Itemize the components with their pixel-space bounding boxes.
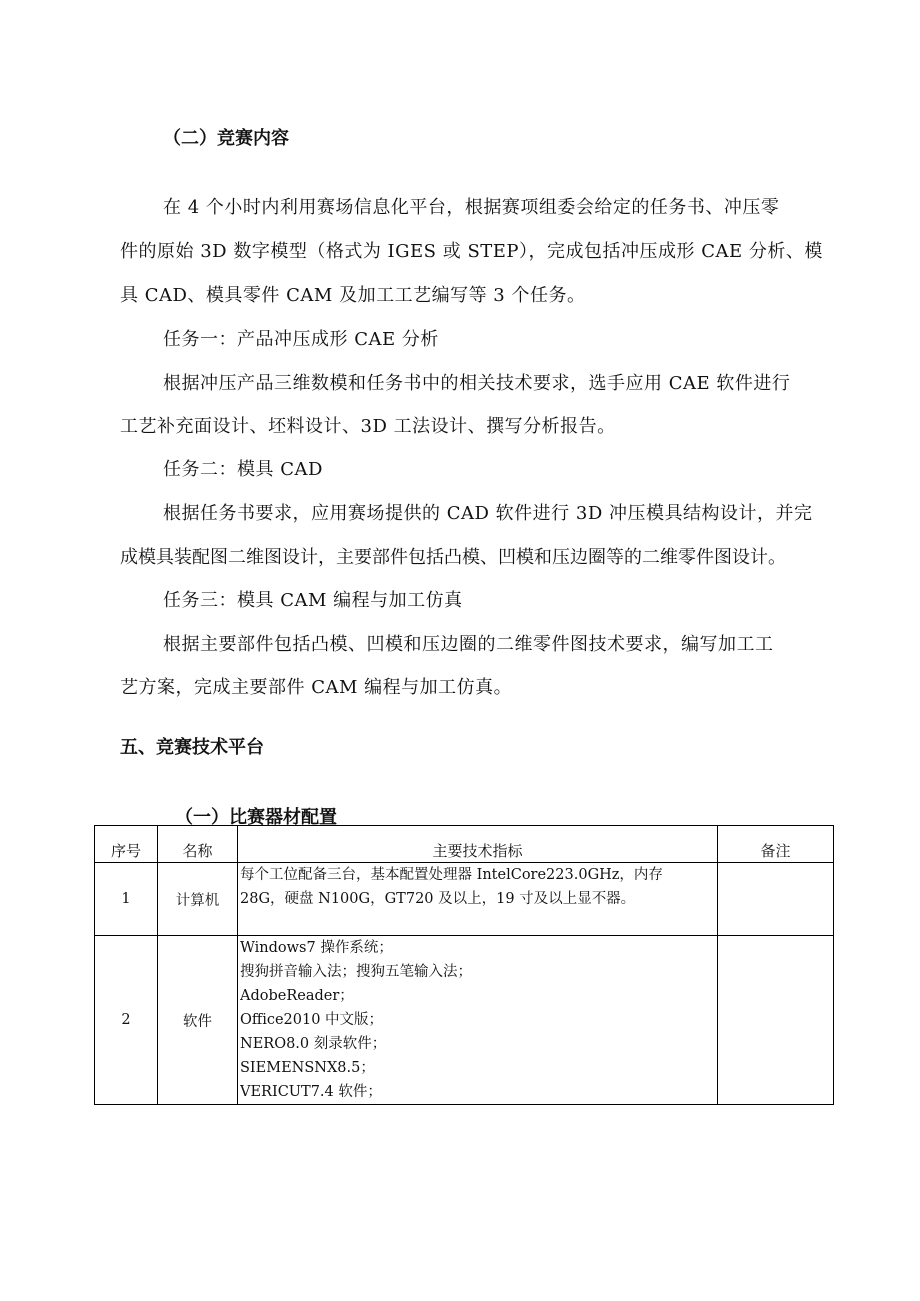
task1-title: 任务一：产品冲压成形 CAE 分析 — [163, 329, 439, 350]
row-name: 计算机 — [158, 863, 238, 936]
task1-line-1: 根据冲压产品三维数模和任务书中的相关技术要求，选手应用 CAE 软件进行 — [163, 373, 791, 394]
spec-line: Windows7 操作系统； — [240, 940, 393, 956]
table-row — [95, 936, 834, 1105]
section-2-heading: （二）竞赛内容 — [163, 128, 289, 149]
spec-line: 每个工位配备三台，基本配置处理器 IntelCore223.0GHz，内存 — [240, 867, 663, 883]
header-no: 序号 — [95, 826, 158, 863]
row-spec — [238, 863, 718, 936]
row-no: 1 — [95, 863, 158, 936]
task3-line-1: 根据主要部件包括凸模、凹模和压边圈的二维零件图技术要求，编写加工工 — [163, 634, 774, 655]
row-note — [718, 936, 834, 1105]
spec-line: VERICUT7.4 软件； — [240, 1084, 382, 1100]
spec-line: AdobeReader； — [240, 988, 354, 1004]
header-note: 备注 — [718, 826, 834, 863]
section-5-heading: 五、竞赛技术平台 — [120, 737, 264, 758]
row-no: 2 — [95, 936, 158, 1105]
task3-title: 任务三：模具 CAM 编程与加工仿真 — [163, 590, 463, 611]
task2-line-2: 成模具装配图二维图设计，主要部件包括凸模、凹模和压边圈等的二维零件图设计。 — [120, 547, 786, 568]
subsection-1-heading: （一）比赛器材配置 — [175, 807, 337, 828]
task1-line-2: 工艺补充面设计、坯料设计、3D 工法设计、撰写分析报告。 — [120, 416, 616, 437]
row-spec — [238, 936, 718, 1105]
table-row — [95, 863, 834, 936]
spec-line: 28G，硬盘 N100G，GT720 及以上，19 寸及以上显不器。 — [240, 891, 636, 907]
header-spec: 主要技术指标 — [238, 826, 718, 863]
row-note — [718, 863, 834, 936]
intro-line-3: 具 CAD、模具零件 CAM 及加工工艺编写等 3 个任务。 — [120, 285, 586, 306]
intro-line-1: 在 4 个小时内利用赛场信息化平台，根据赛项组委会给定的任务书、冲压零 — [163, 197, 780, 218]
spec-line: Office2010 中文版； — [240, 1012, 384, 1028]
task2-line-1: 根据任务书要求，应用赛场提供的 CAD 软件进行 3D 冲压模具结构设计，并完 — [163, 503, 813, 524]
spec-line: NERO8.0 刻录软件； — [240, 1036, 387, 1052]
header-name: 名称 — [158, 826, 238, 863]
intro-line-2: 件的原始 3D 数字模型（格式为 IGES 或 STEP），完成包括冲压成形 CAE 分析、模 — [120, 241, 823, 262]
table-header-row — [95, 826, 834, 863]
spec-line: SIEMENSNX8.5； — [240, 1060, 375, 1076]
row-name: 软件 — [158, 936, 238, 1105]
spec-line: 搜狗拼音输入法；搜狗五笔输入法； — [240, 964, 472, 980]
task3-line-2: 艺方案，完成主要部件 CAM 编程与加工仿真。 — [120, 677, 513, 698]
equipment-table — [94, 825, 834, 1105]
task2-title: 任务二：模具 CAD — [163, 459, 323, 480]
